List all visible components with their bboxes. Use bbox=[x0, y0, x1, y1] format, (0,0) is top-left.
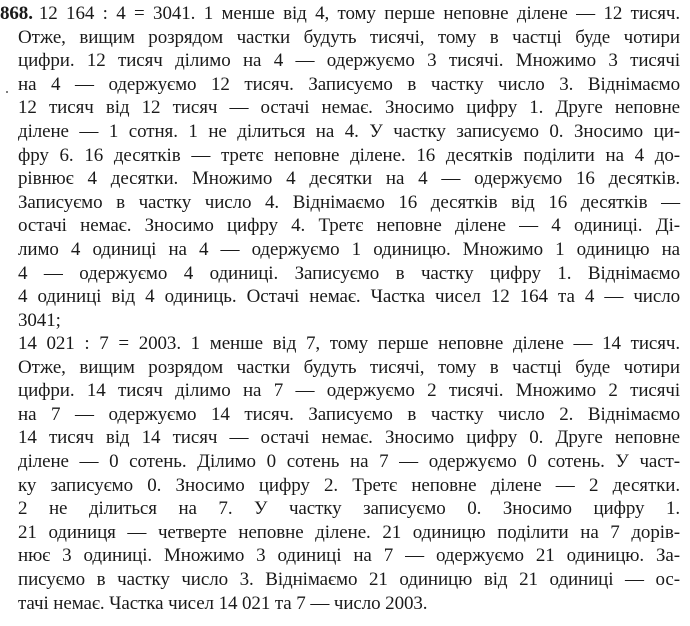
paragraph-line: писуємо в частку число 3. Віднімаємо 21 одиницю від 21 одиниці — ос- bbox=[18, 568, 680, 590]
paragraph-line: 3041; bbox=[18, 309, 61, 331]
paragraph-line: цифри. 14 тисяч ділимо на 7 — одержуємо 2 тисячі. Множимо 2 тисячі bbox=[18, 380, 680, 402]
paragraph-line: нює 3 одиниці. Множимо 3 одиниці на 7 — одержуємо 21 одиницю. За- bbox=[18, 545, 680, 567]
paragraph-line: 4 — одержуємо 4 одиниці. Записуємо в частку цифру 1. Віднімаємо bbox=[18, 262, 680, 284]
solution-paragraph-1 bbox=[0, 2, 690, 332]
paragraph-line: 4 одиниці від 4 одиниць. Остачі немає. Частка чисел 12 164 та 4 — число bbox=[18, 286, 680, 308]
paragraph-line: Отже, вищим розрядом частки будуть тисячі, тому в частці буде чотири bbox=[18, 356, 680, 378]
paragraph-line: 12 тисяч від 12 тисяч — остачі немає. Зносимо цифру 1. Друге неповне bbox=[18, 97, 680, 119]
paragraph-line: 21 одиниця — четверте неповне ділене. 21 одиницю поділити на 7 дорів- bbox=[18, 521, 680, 543]
paragraph-line: Записуємо в частку число 4. Віднімаємо 16 десятків від 16 десятків — bbox=[18, 191, 680, 213]
paragraph-line: Отже, вищим розрядом частки будуть тисячі, тому в частці буде чотири bbox=[18, 26, 680, 48]
paragraph-line: фру 6. 16 десятків — третє неповне ділене. 16 десятків поділити на 4 до- bbox=[18, 144, 680, 166]
paragraph-line: ділене — 1 сотня. 1 не ділиться на 4. У частку записуємо 0. Зносимо ци- bbox=[18, 120, 680, 142]
paragraph-line: на 7 — одержуємо 14 тисяч. Записуємо в частку число 2. Віднімаємо bbox=[18, 403, 680, 425]
paragraph-line: лимо 4 одиниці на 4 — одержуємо 1 одиницю. Множимо 1 одиницю на bbox=[18, 238, 680, 260]
paragraph-line: 868. 12 164 : 4 = 3041. 1 менше від 4, тому перше неповне ділене — 12 тисяч. bbox=[0, 3, 680, 24]
paragraph-line: 2 не ділиться на 7. У частку записуємо 0. Зносимо цифру 1. bbox=[18, 498, 680, 520]
paragraph-line: тачі немає. Частка чисел 14 021 та 7 — число 2003. bbox=[18, 592, 428, 614]
paragraph-line: 14 тисяч від 14 тисяч — остачі немає. Зносимо цифру 0. Друге неповне bbox=[18, 427, 680, 449]
paragraph-line: на 4 — одержуємо 12 тисяч. Записуємо в частку число 3. Віднімаємо bbox=[18, 73, 680, 95]
task-number: 868. bbox=[0, 3, 33, 24]
solution-paragraph-2 bbox=[0, 332, 690, 615]
paragraph-line: 14 021 : 7 = 2003. 1 менше від 7, тому перше неповне ділене — 14 тисяч. bbox=[18, 333, 680, 354]
paragraph-line: ділене — 0 сотень. Ділимо 0 сотень на 7 — одержуємо 0 сотень. У част- bbox=[18, 450, 680, 472]
paragraph-line: рівнює 4 десятки. Множимо 4 десятки на 4 — одержуємо 16 десятків. bbox=[18, 168, 680, 190]
paragraph-line: цифри. 12 тисяч ділимо на 4 — одержуємо 3 тисячі. Множимо 3 тисячі bbox=[18, 50, 680, 72]
paragraph-line: ку записуємо 0. Зносимо цифру 2. Третє неповне ділене — 2 десятки. bbox=[18, 474, 680, 496]
paragraph-line: остачі немає. Зносимо цифру 4. Третє неповне ділене — 4 одиниці. Ді- bbox=[18, 215, 680, 237]
